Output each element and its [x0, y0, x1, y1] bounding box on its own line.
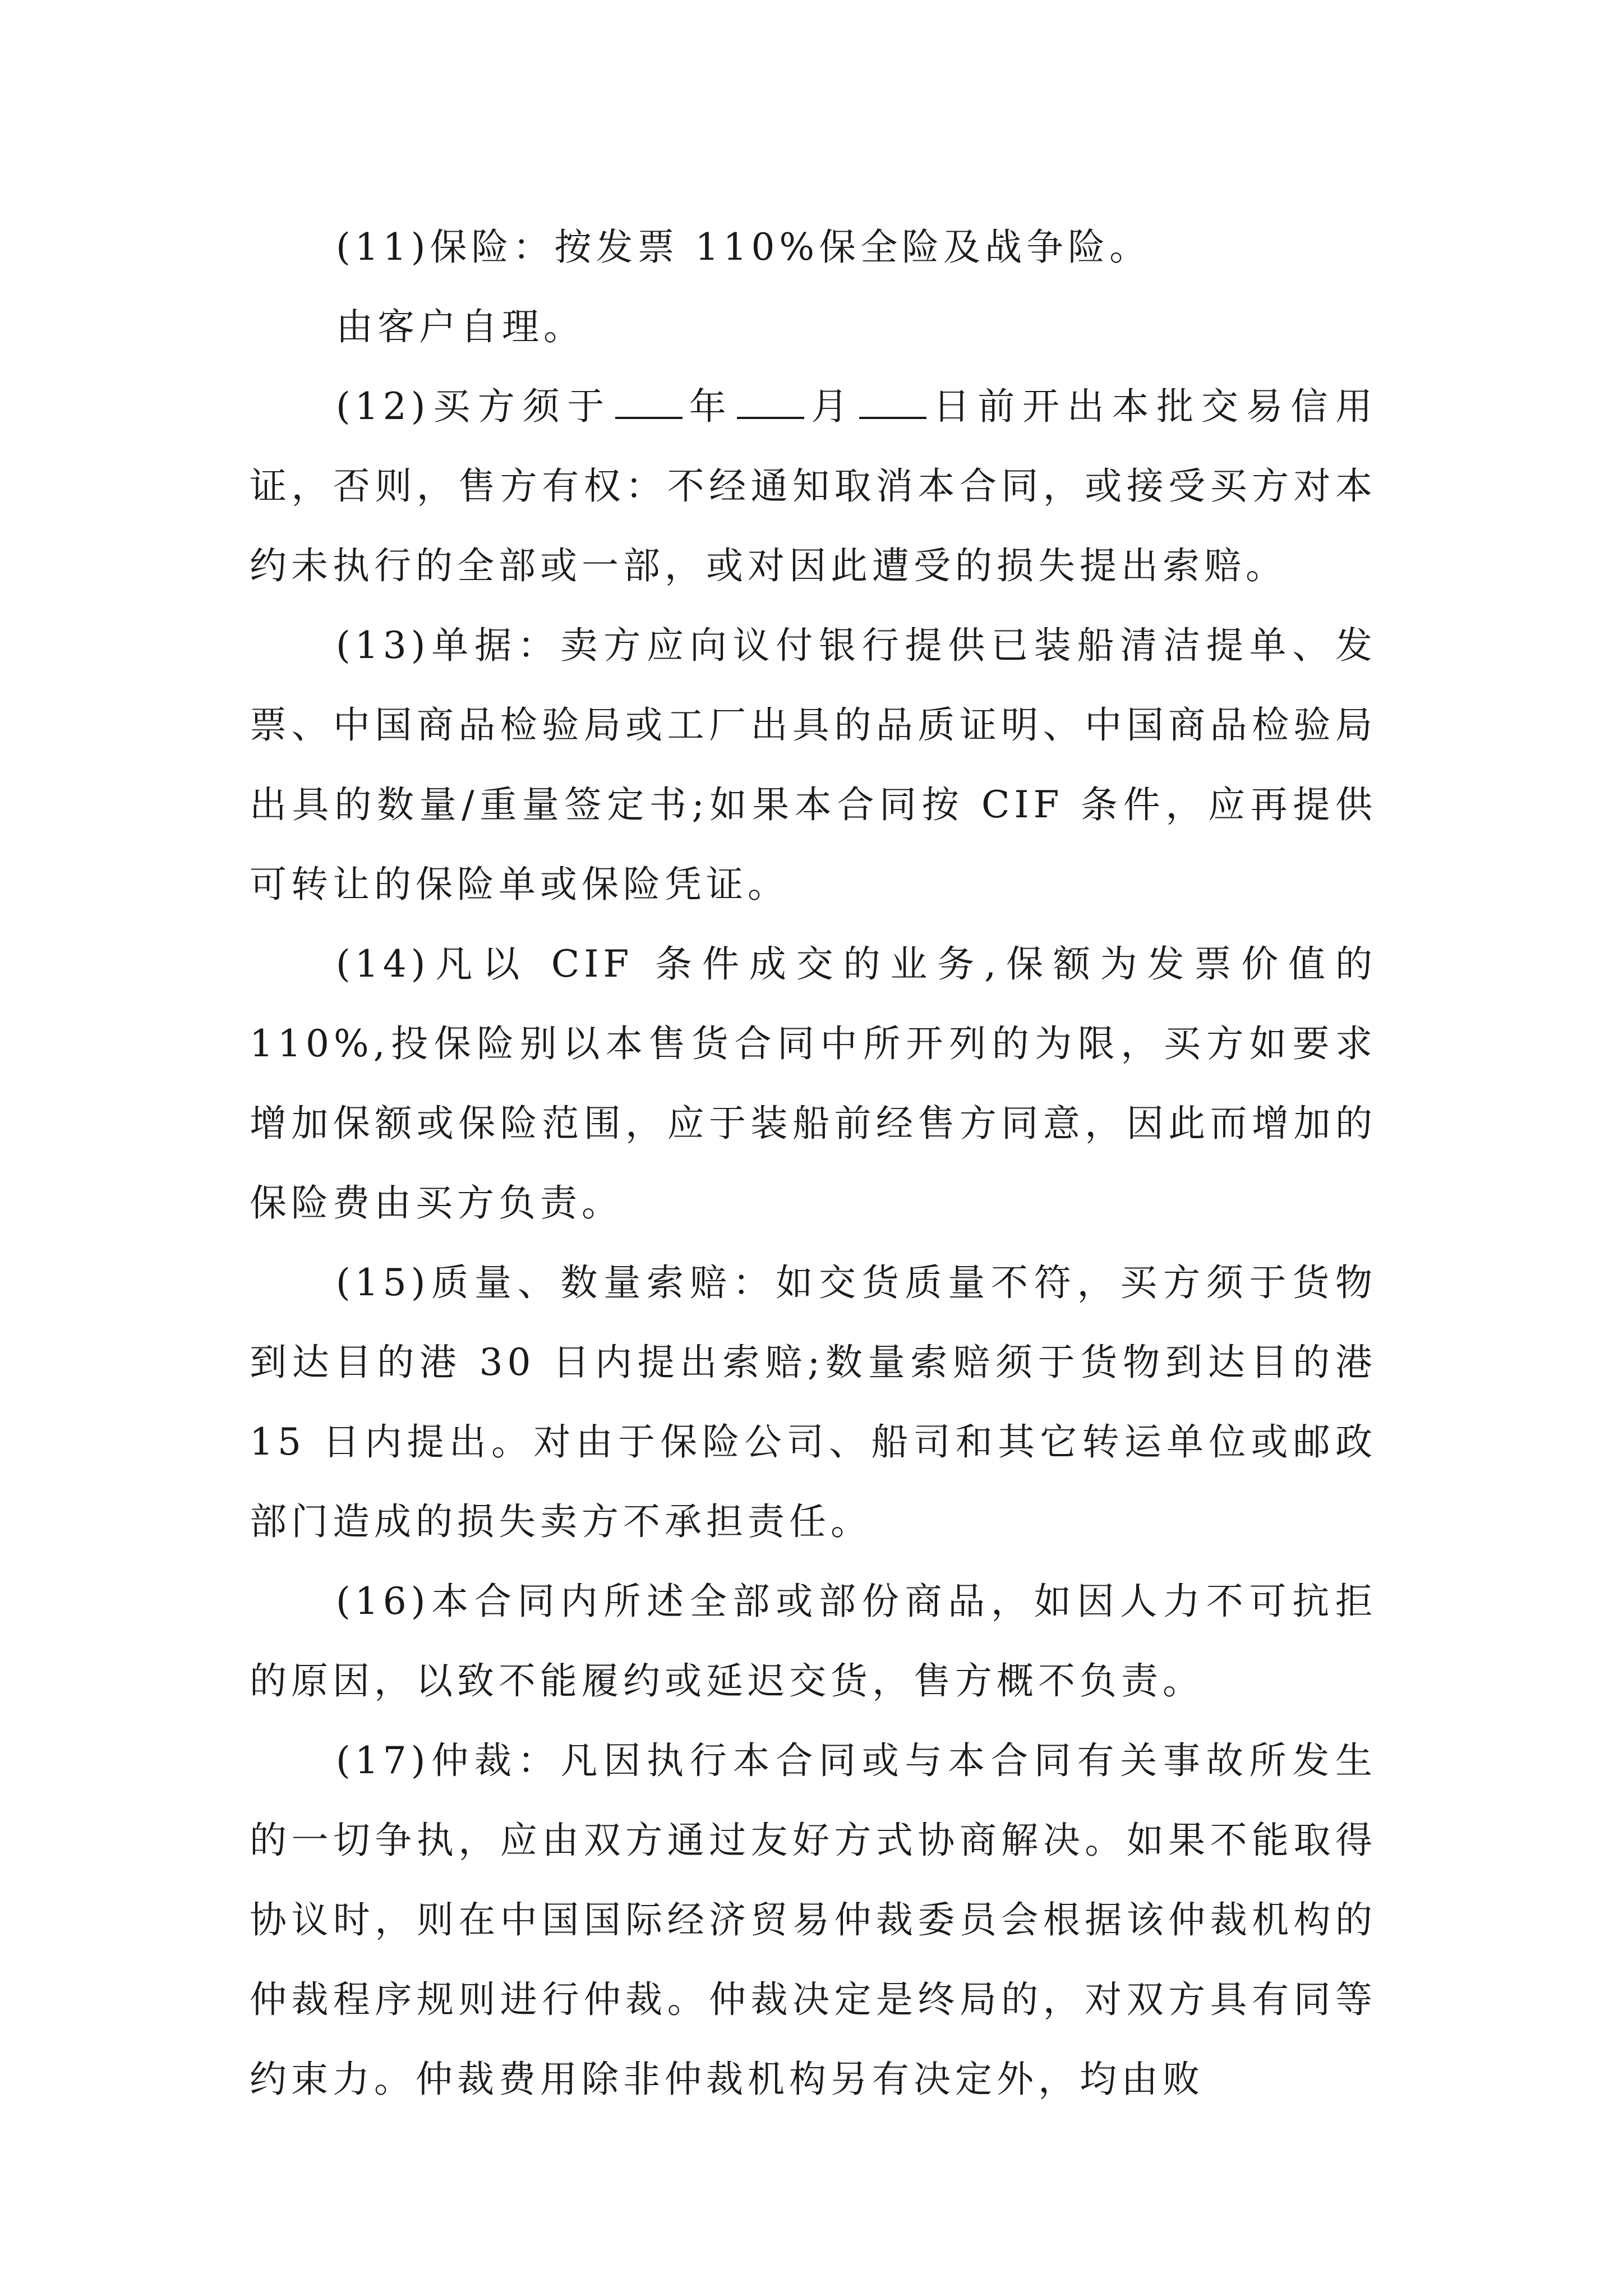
day-blank — [859, 380, 926, 419]
clause-11-insurance: (11)保险：按发票 110%保全险及战争险。 — [336, 226, 1151, 269]
month-blank — [737, 380, 804, 419]
year-label: 年 — [686, 385, 734, 428]
clause-13-documents: (13)单据：卖方应向议付银行提供已装船清洁提单、发票、中国商品检验局或工厂出具的品质证明、中国商品检验局出具的数量/重量签定书;如果本合同按 CIF 条件，应再提供可转让的保险单或保险凭证。 — [250, 624, 1377, 906]
clause-14-cif-insurance: (14)凡以 CIF 条件成交的业务,保额为发票价值的 110%,投保险别以本售货合同中所开列的为限，买方如要求增加保额或保险范围，应于装船前经售方同意，因此而增加的保险费由买方负责。 — [250, 942, 1377, 1225]
clause-16-force-majeure: (16)本合同内所述全部或部份商品，如因人力不可抗拒的原因，以致不能履约或延迟交货，售方概不负责。 — [250, 1580, 1377, 1703]
document-body — [250, 208, 1377, 2119]
clause-12-prefix: (12)买方须于 — [336, 385, 612, 428]
month-label: 月 — [808, 385, 856, 428]
clause-12-suffix: 日前开出本批交易信用证，否则，售方有权：不经通知取消本合同，或接受买方对本约未执行的全部或一部，或对因此遭受的损失提出索赔。 — [250, 385, 1377, 587]
clause-17-arbitration: (17)仲裁：凡因执行本合同或与本合同有关事故所发生的一切争执，应由双方通过友好方式协商解决。如果不能取得协议时，则在中国国际经济贸易仲裁委员会根据该仲裁机构的仲裁程序规则进行仲裁。仲裁决定是终局的，对双方具有同等约束力。仲裁费用除非仲裁机构另有决定外，均由败 — [250, 1739, 1377, 2101]
year-blank — [615, 380, 683, 419]
clause-12-letter-of-credit — [250, 367, 1377, 606]
clause-11-note: 由客户自理。 — [336, 305, 585, 348]
clause-15-claims: (15)质量、数量索赔：如交货质量不符，买方须于货物到达目的港 30 日内提出索赔;数量索赔须于货物到达目的港 15 日内提出。对由于保险公司、船司和其它转运单位或邮政部门造成的损失卖方不承担责任。 — [250, 1261, 1377, 1543]
